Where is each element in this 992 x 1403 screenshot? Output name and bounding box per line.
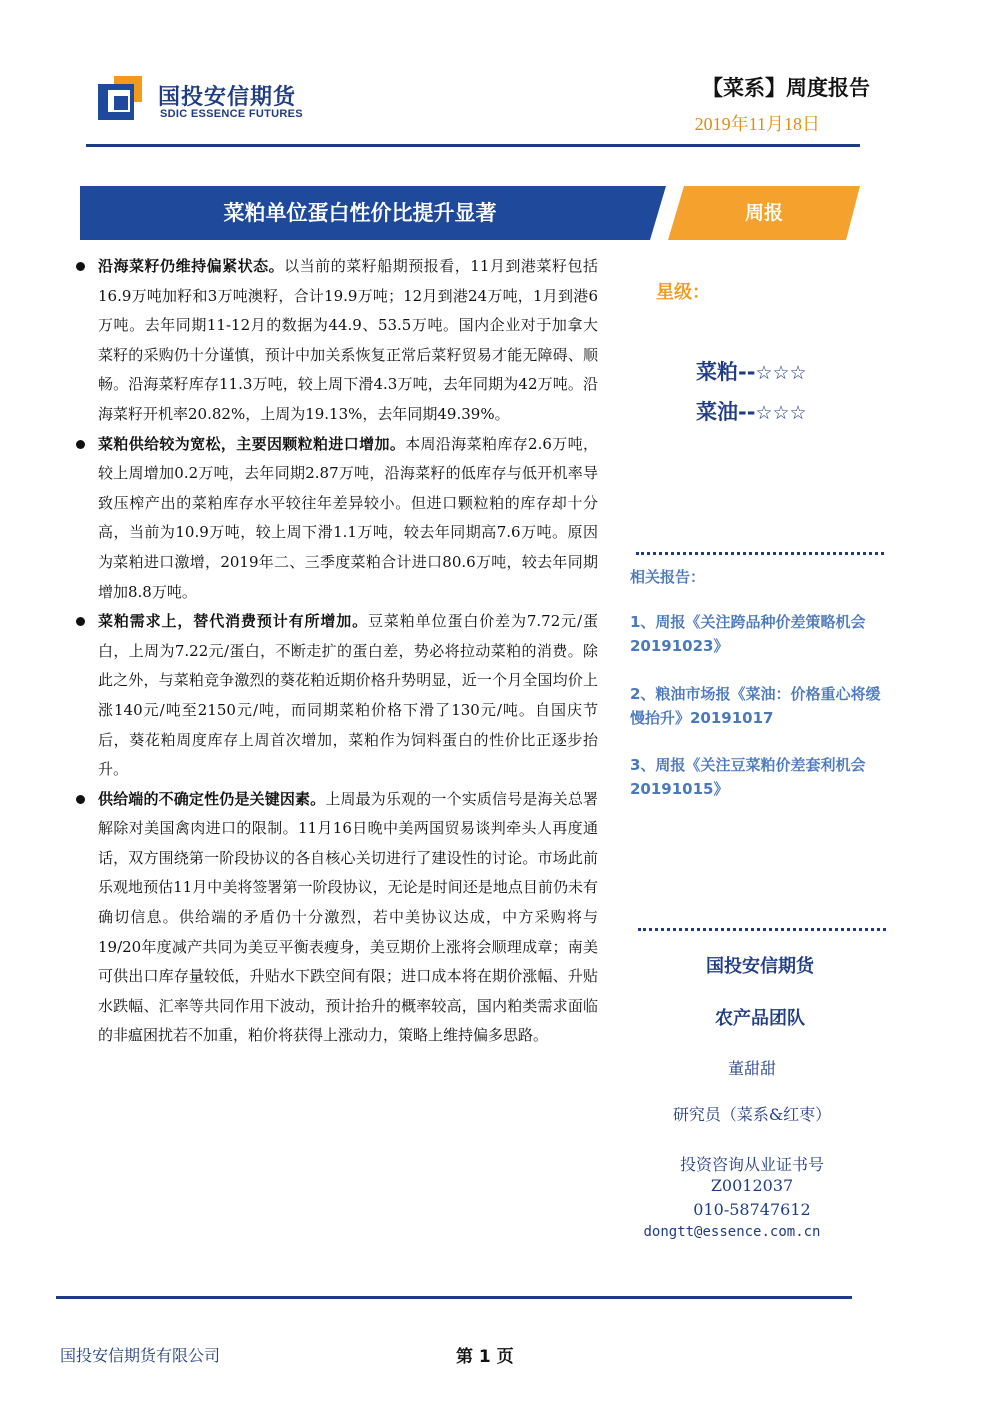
bullet-dot-icon (76, 795, 85, 804)
analyst-role: 研究员（菜系&红枣） (672, 1105, 832, 1124)
bullet-heading: 菜粕供给较为宽松，主要因颗粒粕进口增加。 (98, 434, 406, 453)
company-logo (98, 76, 150, 120)
email-link[interactable]: dongtt@essence.com.cn (643, 1224, 821, 1240)
bullet-heading: 菜粕需求上，替代消费预计有所增加。 (98, 612, 369, 631)
footer-divider (56, 1296, 852, 1299)
phone-number: 010-58747612 (693, 1200, 811, 1219)
bullet-item (76, 785, 598, 1051)
rating-row-oil (696, 396, 807, 426)
star-rating-icon: ☆☆☆ (755, 362, 807, 384)
main-content (76, 252, 598, 1051)
report-title: 菜粕单位蛋白性价比提升显著 (223, 201, 497, 225)
related-report-link[interactable]: 1、周报《关注跨品种价差策略机会20191023》 (630, 613, 866, 655)
bullet-body: 豆菜粕单位蛋白价差为7.72元/蛋白，上周为7.22元/蛋白，不断走扩的蛋白差，势必将拉动菜粕的消费。除此之外，与菜粕竞争激烈的葵花粕近期价格升势明显，近一个月全国均价上涨140元/吨至2150元/吨，而同期菜粕价格下滑了130元/吨。自国庆节后，葵花粕周度库存上周首次增加，菜粕作为饲料蛋白的性价比正逐步抬升。 (98, 612, 598, 779)
rating-name: 菜油-- (696, 400, 756, 424)
report-tag: 周报 (744, 202, 783, 224)
team-company: 国投安信期货 (706, 956, 814, 977)
bullet-heading: 沿海菜籽仍维持偏紧状态。 (98, 257, 285, 275)
license-label: 投资咨询从业证书号 (679, 1155, 824, 1174)
report-type: 【菜系】周度报告 (702, 76, 870, 100)
related-divider (636, 552, 884, 555)
page-number: 第 1 页 (456, 1347, 514, 1367)
related-reports-title: 相关报告： (630, 568, 706, 586)
rating-label: 星级： (656, 282, 710, 303)
bullet-item (76, 607, 598, 785)
bullet-item (76, 252, 598, 430)
rating-name: 菜粕-- (696, 360, 756, 384)
report-date: 2019年11月18日 (694, 114, 820, 134)
rating-row-meal (696, 356, 807, 386)
team-name: 农产品团队 (715, 1008, 805, 1029)
company-name-cn: 国投安信期货 (158, 85, 297, 110)
star-rating-icon: ☆☆☆ (755, 402, 807, 424)
logo-inner-block (114, 96, 128, 110)
bullet-body: 以当前的菜籽船期预报看，11月到港菜籽包括16.9万吨加籽和3万吨澳籽，合计19.9万吨；12月到港24万吨，1月到港6万吨。去年同期11-12月的数据为44.9、53.5万吨。国内企业对于加拿大菜籽的采购仍十分谨慎，预计中加关系恢复正常后菜籽贸易才能无障碍、顺畅。沿海菜籽库存11.3万吨，较上周下滑4.3万吨，去年同期为42万吨。沿海菜籽开机率20.82%，上周为19.13%，去年同期49.39%。 (98, 257, 598, 423)
bullet-dot-icon (76, 440, 85, 449)
bullet-dot-icon (76, 262, 85, 271)
bullet-dot-icon (76, 617, 85, 626)
bullet-heading: 供给端的不确定性仍是关键因素。 (98, 789, 326, 808)
related-report-link[interactable]: 3、周报《关注豆菜粕价差套利机会20191015》 (630, 756, 866, 798)
bullet-item (76, 430, 598, 608)
analyst-name: 董甜甜 (727, 1059, 776, 1078)
team-divider (638, 928, 886, 931)
related-report-link[interactable]: 2、粮油市场报《菜油：价格重心将缓慢抬升》20191017 (630, 685, 881, 727)
license-number: Z0012037 (710, 1176, 794, 1195)
header-divider (86, 144, 860, 147)
bullet-body: 上周最为乐观的一个实质信号是海关总署解除对美国禽肉进口的限制。11月16日晚中美两国贸易谈判牵头人再度通话，双方围绕第一阶段协议的各自核心关切进行了建设性的讨论。市场此前乐观地预估11月中美将签署第一阶段协议，无论是时间还是地点目前仍未有确切信息。供给端的矛盾仍十分激烈，若中美协议达成，中方采购将与19/20年度减产共同为美豆平衡表瘦身，美豆期价上涨将会顺理成章；南美可供出口库存量较低，升贴水下跌空间有限；进口成本将在期价涨幅、升贴水跌幅、汇率等共同作用下波动，预计抬升的概率较高，国内粕类需求面临的非瘟困扰若不加重，粕价将获得上涨动力，策略上维持偏多思路。 (98, 789, 598, 1045)
bullet-body: 本周沿海菜粕库存2.6万吨，较上周增加0.2万吨，去年同期2.87万吨，沿海菜籽的低库存与低开机率导致压榨产出的菜粕库存水平较往年差异较小。但进口颗粒粕的库存却十分高，当前为10.9万吨，较上周下滑1.1万吨，较去年同期高7.6万吨。原因为菜粕进口激增，2019年二、三季度菜粕合计进口80.6万吨，较去年同期增加8.8万吨。 (98, 434, 598, 601)
footer-company: 国投安信期货有限公司 (60, 1346, 221, 1365)
company-name-en: SDIC ESSENCE FUTURES (160, 108, 303, 120)
